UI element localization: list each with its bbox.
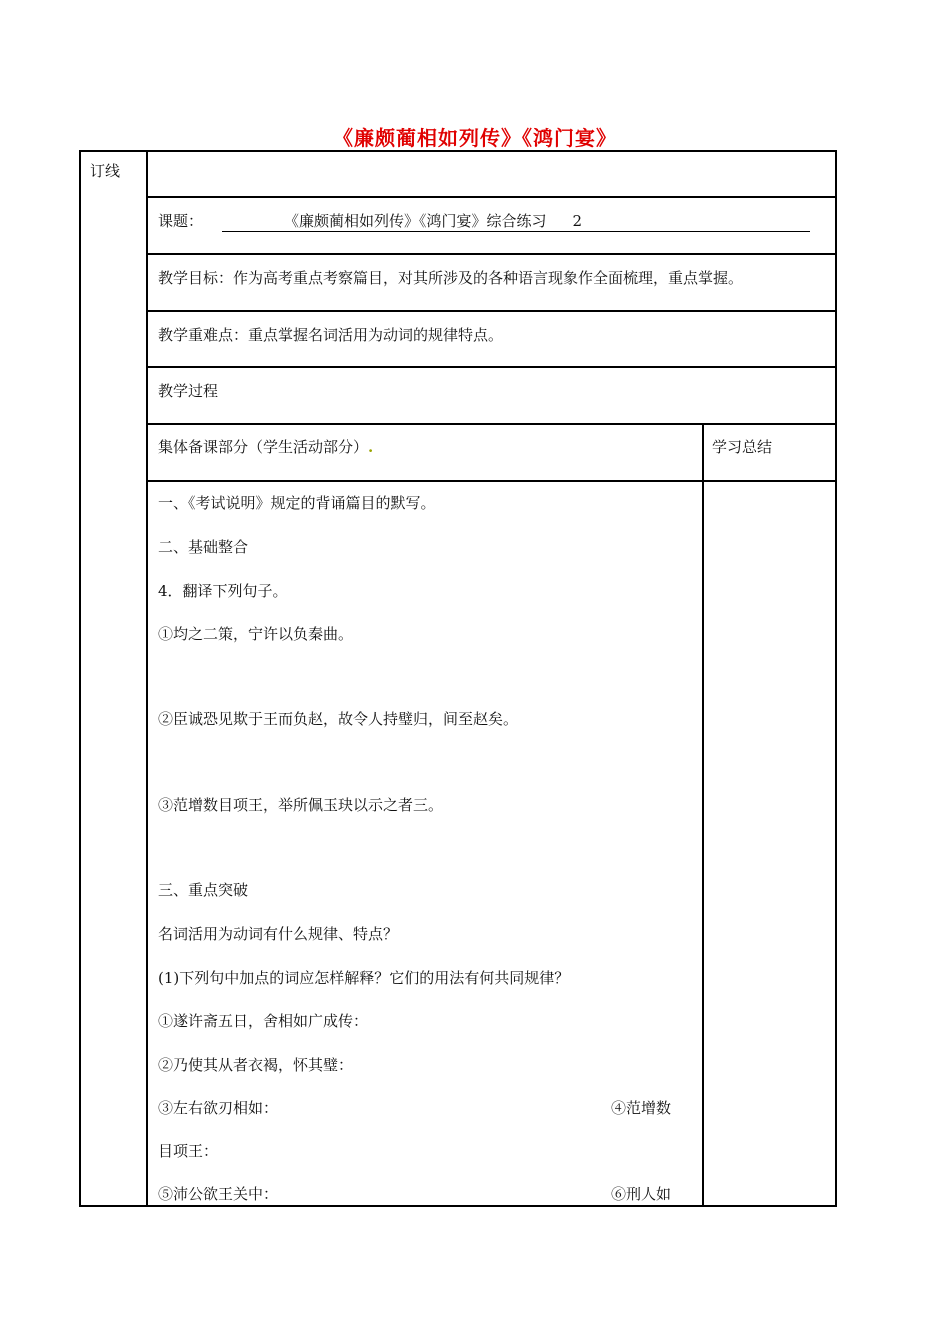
activity-header <box>158 437 373 457</box>
noun-verb-question: 名词活用为动词有什么规律、特点？ <box>158 925 399 943</box>
translate-sentence-2: ②臣诚恐见欺于王而负赵，故令人持璧归，间至赵矣。 <box>158 710 519 728</box>
translate-sentence-3: ③范增数目项王，举所佩玉玦以示之者三。 <box>158 796 444 814</box>
teaching-key-points: 教学重难点：重点掌握名词活用为动词的规律特点。 <box>158 326 504 344</box>
course-number: 2 <box>572 212 583 230</box>
example-6-start: ⑥刑人如 <box>611 1185 672 1203</box>
section-basics: 二、基础整合 <box>158 538 249 556</box>
course-name: 《廉颇蔺相如列传》《鸿门宴》综合练习 <box>284 212 547 230</box>
teaching-objective: 教学目标：作为高考重点考察篇目，对其所涉及的各种语言现象作全面梳理，重点掌握。 <box>158 269 744 287</box>
row-divider <box>147 366 837 368</box>
teaching-process-label: 教学过程 <box>158 382 219 400</box>
translate-sentence-1: ①均之二策，宁许以负秦曲。 <box>158 625 354 643</box>
document-title: 《廉颇蔺相如列传》《鸿门宴》 <box>333 126 617 150</box>
example-3: ③左右欲刃相如： <box>158 1099 279 1117</box>
example-1: ①遂许斋五日，舍相如广成传： <box>158 1012 369 1030</box>
row-divider <box>147 196 837 198</box>
row-divider <box>147 310 837 312</box>
row-divider <box>147 253 837 255</box>
summary-column-divider <box>702 424 704 1206</box>
section-key-breakthrough: 三、重点突破 <box>158 881 249 899</box>
question-translate: 4．翻译下列句子。 <box>158 582 288 600</box>
emphasis-dot: . <box>368 438 374 456</box>
lesson-table <box>79 150 837 1207</box>
example-2: ②乃使其从者衣褐，怀其璧： <box>158 1056 354 1074</box>
course-label: 课题： <box>158 212 204 230</box>
example-4-end: 目项王： <box>158 1142 219 1160</box>
example-4-start: ④范增数 <box>611 1099 672 1117</box>
example-5: ⑤沛公欲王关中： <box>158 1185 279 1203</box>
row-divider <box>147 480 837 482</box>
summary-header: 学习总结 <box>712 438 773 456</box>
dotted-words-question: (1)下列句中加点的词应怎样解释？它们的用法有何共同规律？ <box>158 969 570 987</box>
activity-header-text: 集体备课部分（学生活动部分） <box>158 438 369 456</box>
course-name-field <box>222 211 810 232</box>
row-divider <box>147 423 837 425</box>
section-recitation: 一、《考试说明》规定的背诵篇目的默写。 <box>158 494 436 512</box>
binding-label: 订线 <box>90 162 121 180</box>
